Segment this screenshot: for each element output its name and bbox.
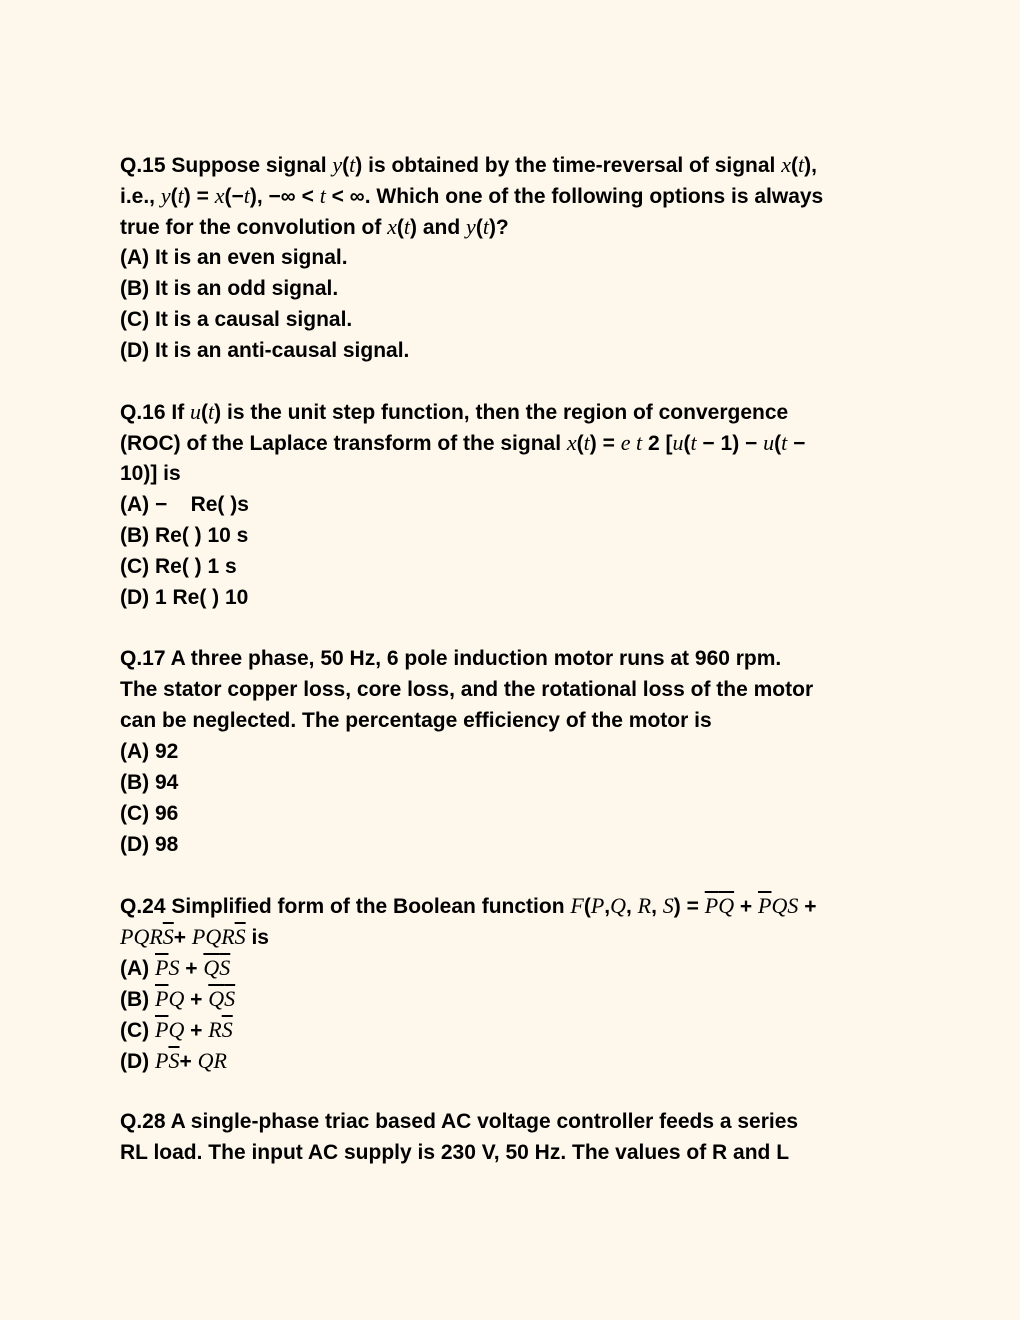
option-d: (D) It is an anti-causal signal.	[120, 339, 410, 362]
option-a: (A) $\overline{P}S + \overline{Q}\overline{S}$	[120, 955, 231, 980]
option-c: (C) $\overline{P}Q + R\overline{S}$	[120, 1017, 233, 1042]
option-b: (B) Re( ) 10 s	[120, 524, 249, 547]
question-24	[120, 890, 910, 1076]
option-b: (B) 94	[120, 771, 179, 794]
option-b: (B) $\overline{P}Q + \overline{Q}\overline{S}$	[120, 986, 236, 1011]
question-17-text-line-1: Q.17 A three phase, 50 Hz, 6 pole induction motor runs at 960 rpm.	[120, 647, 782, 670]
option-d: (D) 1 Re( ) 10	[120, 586, 249, 609]
option-d: (D) $P\overline{S}+$ QR	[120, 1048, 227, 1073]
option-a: (A) 92	[120, 740, 179, 763]
option-d: (D) 98	[120, 833, 179, 856]
option-c: (C) It is a causal signal.	[120, 308, 353, 331]
question-15	[120, 149, 910, 366]
question-15-text-line-1: Q.15 Suppose signal y(t) is obtained by the time-reversal of signal x(t),	[120, 152, 817, 177]
question-16-text-line-3: 10)] is	[120, 462, 181, 485]
question-17	[120, 643, 910, 860]
question-16-text-line-1: Q.16 If u(t) is the unit step function, then the region of convergence	[120, 399, 789, 424]
question-15-text-line-2: i.e., y(t) = x(−t), −∞ < t < ∞. Which one of the following options is always	[120, 183, 824, 208]
question-28-text-line-2: RL load. The input AC supply is 230 V, 50 Hz. The values of R and L	[120, 1141, 790, 1164]
question-24-text-line-2: $PQR\overline{S}+ PQR\overline{S}$ is	[120, 924, 269, 949]
question-28	[120, 1106, 910, 1168]
option-c: (C) Re( ) 1 s	[120, 555, 237, 578]
option-a: (A) It is an even signal.	[120, 246, 348, 269]
question-24-text-line-1: Q.24 Simplified form of the Boolean function F(P,Q, R, $S) = \overline{P}\overline{Q} + \overline{P}QS$ +	[120, 893, 817, 918]
question-28-text-line-1: Q.28 A single-phase triac based AC voltage controller feeds a series	[120, 1110, 799, 1133]
option-c: (C) 96	[120, 802, 179, 825]
question-17-text-line-3: can be neglected. The percentage efficiency of the motor is	[120, 709, 712, 732]
option-a: (A) − Re( )s	[120, 493, 249, 516]
question-list	[120, 149, 910, 1168]
question-15-text-line-3: true for the convolution of x(t) and y(t)?	[120, 214, 509, 239]
question-17-text-line-2: The stator copper loss, core loss, and the rotational loss of the motor	[120, 678, 814, 701]
question-16	[120, 396, 910, 613]
option-b: (B) It is an odd signal.	[120, 277, 339, 300]
question-16-text-line-2: (ROC) of the Laplace transform of the signal x(t) = e t 2 [u(t − 1) − u(t −	[120, 430, 806, 455]
